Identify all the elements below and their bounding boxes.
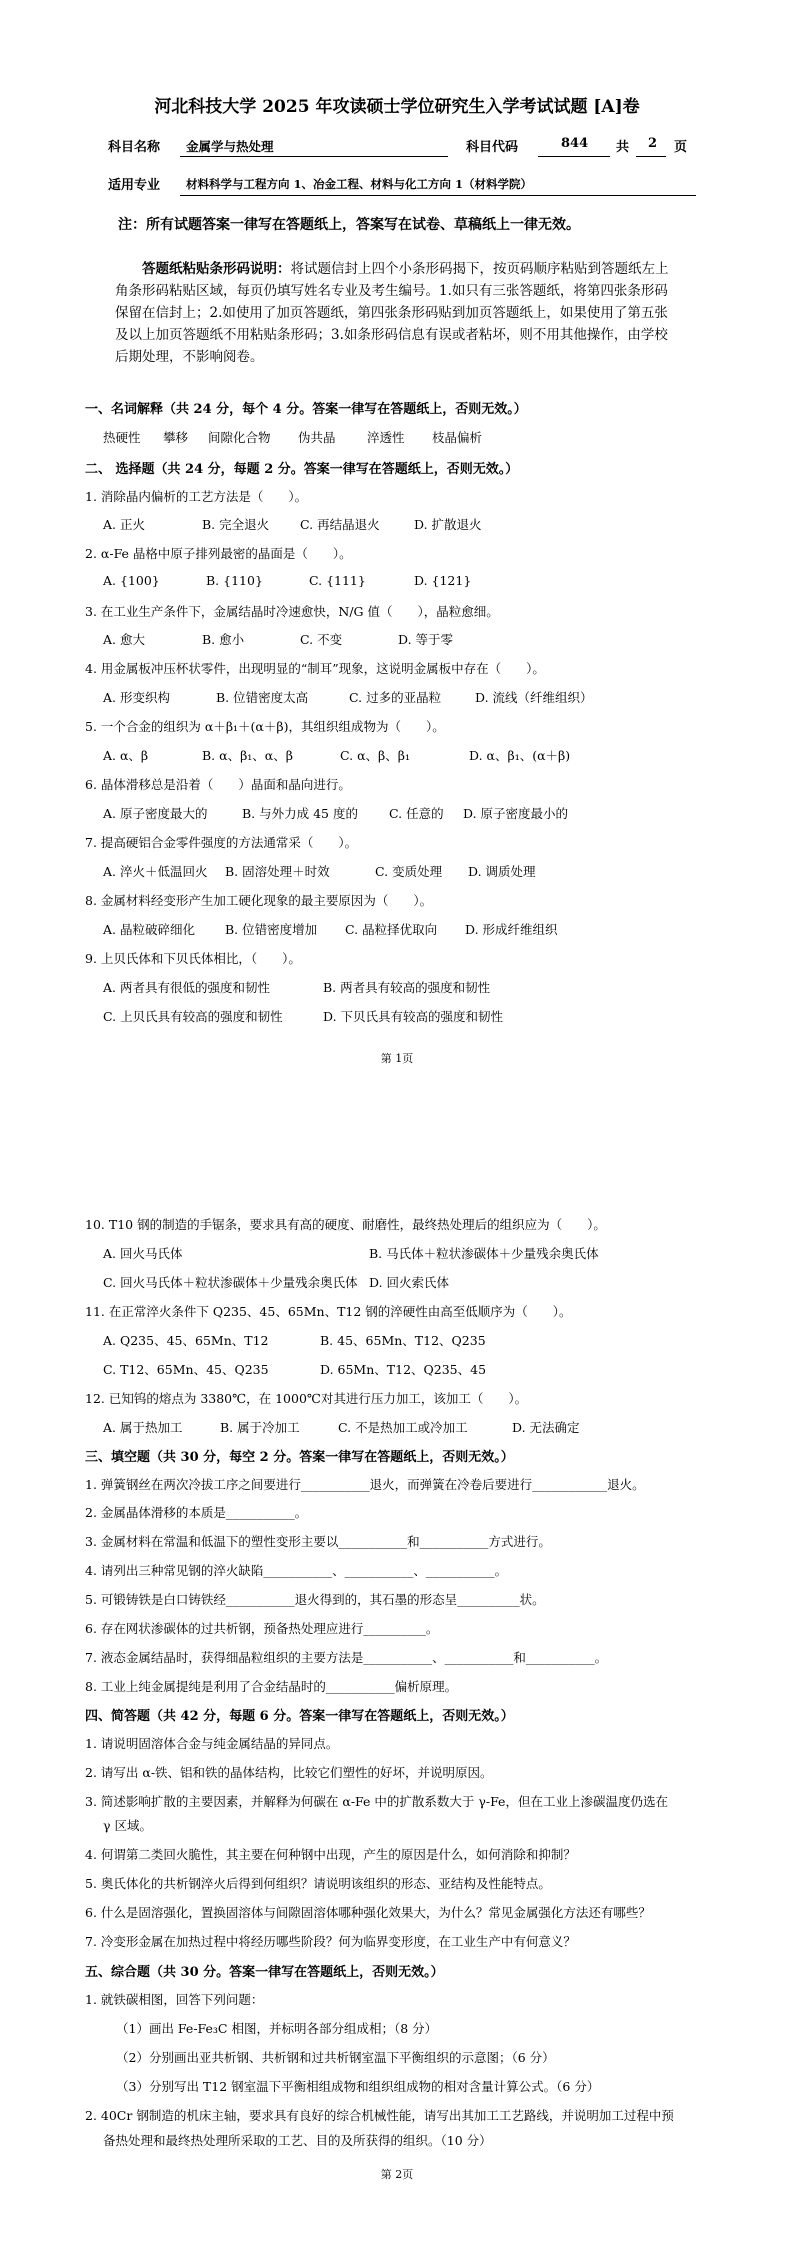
- choice-option: D. 调质处理: [468, 864, 536, 879]
- barcode-note-line: 保留在信封上；2.如使用了加页答题纸，第四张条形码贴到加页答题纸上，如果使用了第五张: [115, 305, 668, 321]
- choice-option: A. 两者具有很低的强度和韧性: [103, 980, 270, 995]
- term-item: 伪共晶: [298, 430, 336, 445]
- choice-question: 10. T10 钢的制造的手锯条，要求具有高的硬度、耐磨性，最终热处理后的组织应为（ ）。: [85, 1217, 606, 1232]
- short-question: 3. 简述影响扩散的主要因素，并解释为何碳在 α-Fe 中的扩散系数大于 γ-Fe，但在工业上渗碳温度仍选在: [85, 1794, 668, 1809]
- short-question: 4. 何谓第二类回火脆性，其主要在何种钢中出现，产生的原因是什么，如何消除和抑制？: [85, 1847, 576, 1862]
- choice-option: A. 正火: [103, 517, 145, 532]
- page-label: 页: [674, 140, 688, 155]
- comprehensive-question: 1. 就铁碳相图，回答下列问题：: [85, 1992, 264, 2007]
- choice-question: 5. 一个合金的组织为 α＋β₁＋(α＋β)，其组织组成物为（ ）。: [85, 719, 445, 734]
- barcode-note: [115, 258, 705, 368]
- choice-option: C. 上贝氏具有较高的强度和韧性: [103, 1009, 283, 1024]
- fill-question: 8. 工业上纯金属提纯是利用了合金结晶时的___________偏析原理。: [85, 1679, 458, 1694]
- short-question: 7. 冷变形金属在加热过程中将经历哪些阶段？何为临界变形度，在工业生产中有何意义？: [85, 1934, 576, 1949]
- choice-question: 3. 在工业生产条件下，金属结晶时冷速愈快，N/G 值（ ），晶粒愈细。: [85, 604, 499, 619]
- choice-option: B. {110}: [206, 573, 263, 588]
- choice-option: D. 无法确定: [512, 1420, 580, 1435]
- total-value: 2: [648, 136, 658, 151]
- barcode-note-lead: 答题纸粘贴条形码说明：: [142, 261, 291, 277]
- fill-question: 5. 可锻铸铁是白口铸铁经___________退火得到的，其石墨的形态呈__________状。: [85, 1592, 545, 1607]
- choice-option: A. α、β: [103, 748, 149, 763]
- short-question: 5. 奥氏体化的共析钢淬火后得到何组织？请说明该组织的形态、亚结构及性能特点。: [85, 1876, 551, 1891]
- choice-option: B. 位错密度太高: [216, 690, 309, 705]
- choice-option: D. 65Mn、T12、Q235、45: [320, 1362, 487, 1377]
- choice-question: 9. 上贝氏体和下贝氏体相比，（ ）。: [85, 951, 301, 966]
- choice-option: C. 任意的: [389, 806, 444, 821]
- choice-option: B. 两者具有较高的强度和韧性: [323, 980, 491, 995]
- choice-option: C. T12、65Mn、45、Q235: [103, 1362, 269, 1377]
- choice-option: A. Q235、45、65Mn、T12: [103, 1333, 269, 1348]
- comprehensive-subquestion: （2）分别画出亚共析钢、共析钢和过共析钢室温下平衡组织的示意图；（6 分）: [116, 2050, 555, 2065]
- comprehensive-subquestion: （3）分别写出 T12 钢室温下平衡相组成物和组织组成物的相对含量计算公式。（6 分）: [116, 2079, 600, 2094]
- choice-option: A. 属于热加工: [103, 1420, 183, 1435]
- page-number: 第 2页: [380, 2168, 414, 2181]
- short-question: 6. 什么是固溶强化，置换固溶体与间隙固溶体哪种强化效果大，为什么？常见金属强化方法还有哪些？: [85, 1905, 651, 1920]
- section2-heading: 二、 选择题（共 24 分，每题 2 分。答案一律写在答题纸上，否则无效。）: [85, 462, 519, 477]
- choice-option: B. 与外力成 45 度的: [242, 806, 358, 821]
- term-item: 枝晶偏析: [432, 430, 483, 445]
- choice-option: C. 再结晶退火: [300, 517, 380, 532]
- choice-option: D. 等于零: [398, 632, 454, 647]
- term-item: 攀移: [163, 430, 189, 445]
- choice-option: B. 属于冷加工: [220, 1420, 300, 1435]
- term-item: 间隙化合物: [208, 430, 271, 445]
- short-question-cont: γ 区域。: [103, 1818, 152, 1833]
- short-question: 1. 请说明固溶体合金与纯金属结晶的异同点。: [85, 1736, 339, 1751]
- choice-question: 2. α-Fe 晶格中原子排列最密的晶面是（ ）。: [85, 546, 352, 561]
- choice-question: 6. 晶体滑移总是沿着（ ）晶面和晶向进行。: [85, 777, 351, 792]
- major-underline: [180, 195, 696, 196]
- short-question: 2. 请写出 α-铁、铝和铁的晶体结构，比较它们塑性的好坏，并说明原因。: [85, 1765, 493, 1780]
- choice-option: C. 晶粒择优取向: [345, 922, 438, 937]
- barcode-note-line: 角条形码粘贴区域，每页仍填写姓名专业及考生编号。1.如只有三张答题纸，将第四张条形码: [115, 283, 668, 299]
- choice-question: 8. 金属材料经变形产生加工硬化现象的最主要原因为（ ）。: [85, 893, 433, 908]
- choice-option: A. 形变织构: [103, 690, 170, 705]
- choice-option: C. 回火马氏体＋粒状渗碳体＋少量残余奥氏体: [103, 1275, 358, 1290]
- choice-option: D. 下贝氏具有较高的强度和韧性: [323, 1009, 504, 1024]
- total-underline: [636, 156, 666, 157]
- choice-option: D. 扩散退火: [414, 517, 482, 532]
- choice-option: A. 回火马氏体: [103, 1246, 183, 1261]
- choice-option: D. 形成纤维组织: [465, 922, 558, 937]
- exam-title: 河北科技大学 2025 年攻读硕士学位研究生入学考试试题 [A]卷: [154, 97, 640, 117]
- choice-option: A. {100}: [103, 573, 160, 588]
- code-label: 科目代码: [466, 140, 519, 155]
- comprehensive-question: 2. 40Cr 钢制造的机床主轴，要求具有良好的综合机械性能，请写出其加工工艺路线，并说明加工过程中预: [85, 2108, 674, 2123]
- choice-option: B. 45、65Mn、T12、Q235: [320, 1333, 486, 1348]
- choice-option: D. 流线（纤维组织）: [475, 690, 593, 705]
- answer-notice: 注：所有试题答案一律写在答题纸上，答案写在试卷、草稿纸上一律无效。: [118, 217, 580, 233]
- code-underline: [538, 156, 610, 157]
- fill-question: 3. 金属材料在常温和低温下的塑性变形主要以___________和___________方式进行。: [85, 1534, 551, 1549]
- barcode-note-line: 后期处理，不影响阅卷。: [115, 349, 264, 365]
- comprehensive-question-cont: 备热处理和最终热处理所采取的工艺、目的及所获得的组织。（10 分）: [103, 2133, 492, 2148]
- fill-question: 2. 金属晶体滑移的本质是___________。: [85, 1505, 308, 1520]
- barcode-note-line: 将试题信封上四个小条形码揭下，按页码顺序粘贴到答题纸左上: [290, 261, 669, 277]
- fill-question: 6. 存在网状渗碳体的过共析钢，预备热处理应进行__________。: [85, 1621, 439, 1636]
- choice-option: B. 马氏体＋粒状渗碳体＋少量残余奥氏体: [369, 1246, 599, 1261]
- section3-heading: 三、填空题（共 30 分，每空 2 分。答案一律写在答题纸上，否则无效。）: [85, 1450, 514, 1465]
- comprehensive-subquestion: （1）画出 Fe-Fe₃C 相图，并标明各部分组成相；（8 分）: [116, 2021, 438, 2036]
- choice-question: 4. 用金属板冲压杯状零件，出现明显的“制耳”现象，这说明金属板中存在（ ）。: [85, 661, 545, 676]
- choice-option: D. α、β₁、(α＋β): [469, 748, 571, 763]
- subject-underline: [180, 156, 448, 157]
- choice-option: D. 原子密度最小的: [463, 806, 569, 821]
- choice-option: C. 变质处理: [375, 864, 443, 879]
- major-label: 适用专业: [108, 178, 161, 193]
- choice-option: B. α、β₁、α、β: [202, 748, 293, 763]
- fill-question: 4. 请列出三种常见钢的淬火缺陷___________、___________、___________。: [85, 1563, 508, 1578]
- choice-question: 12. 已知钨的熔点为 3380℃，在 1000℃对其进行压力加工，该加工（ ）。: [85, 1391, 528, 1406]
- choice-option: A. 淬火＋低温回火: [103, 864, 208, 879]
- fill-question: 1. 弹簧钢丝在两次冷拔工序之间要进行___________退火，而弹簧在冷卷后要进行____________退火。: [85, 1477, 645, 1492]
- code-value: 844: [561, 136, 589, 151]
- choice-option: A. 原子密度最大的: [103, 806, 208, 821]
- page-number: 第 1页: [380, 1052, 414, 1065]
- choice-option: C. {111}: [309, 573, 366, 588]
- choice-option: A. 晶粒破碎细化: [103, 922, 195, 937]
- choice-question: 11. 在正常淬火条件下 Q235、45、65Mn、T12 钢的淬硬性由高至低顺序为（ ）。: [85, 1304, 572, 1319]
- choice-option: B. 固溶处理＋时效: [225, 864, 330, 879]
- choice-question: 1. 消除晶内偏析的工艺方法是（ ）。: [85, 489, 308, 504]
- choice-option: C. 不是热加工或冷加工: [338, 1420, 468, 1435]
- section4-heading: 四、简答题（共 42 分，每题 6 分。答案一律写在答题纸上，否则无效。）: [85, 1709, 514, 1724]
- fill-question: 7. 液态金属结晶时，获得细晶粒组织的主要方法是___________、___________和___________。: [85, 1650, 608, 1665]
- choice-option: C. 不变: [300, 632, 343, 647]
- choice-option: B. 位错密度增加: [225, 922, 318, 937]
- choice-option: C. α、β、β₁: [340, 748, 410, 763]
- choice-option: D. 回火索氏体: [369, 1275, 450, 1290]
- barcode-note-line: 及以上加页答题纸不用粘贴条形码；3.如条形码信息有误或者粘坏，则不用其他操作，由学校: [115, 327, 668, 343]
- term-item: 热硬性: [103, 430, 141, 445]
- choice-option: B. 完全退火: [202, 517, 270, 532]
- term-item: 淬透性: [367, 430, 405, 445]
- choice-option: B. 愈小: [202, 632, 245, 647]
- subject-label: 科目名称: [108, 140, 161, 155]
- total-label: 共: [616, 140, 630, 155]
- major-value: 材料科学与工程方向 1、冶金工程、材料与化工方向 1（材料学院）: [186, 177, 533, 191]
- choice-option: D. {121}: [414, 573, 472, 588]
- choice-option: A. 愈大: [103, 632, 145, 647]
- subject-value: 金属学与热处理: [186, 139, 274, 154]
- section5-heading: 五、综合题（共 30 分。答案一律写在答题纸上，否则无效。）: [85, 1965, 444, 1980]
- section1-heading: 一、名词解释（共 24 分，每个 4 分。答案一律写在答题纸上，否则无效。）: [85, 402, 527, 417]
- choice-option: C. 过多的亚晶粒: [349, 690, 442, 705]
- choice-question: 7. 提高硬铝合金零件强度的方法通常采（ ）。: [85, 835, 358, 850]
